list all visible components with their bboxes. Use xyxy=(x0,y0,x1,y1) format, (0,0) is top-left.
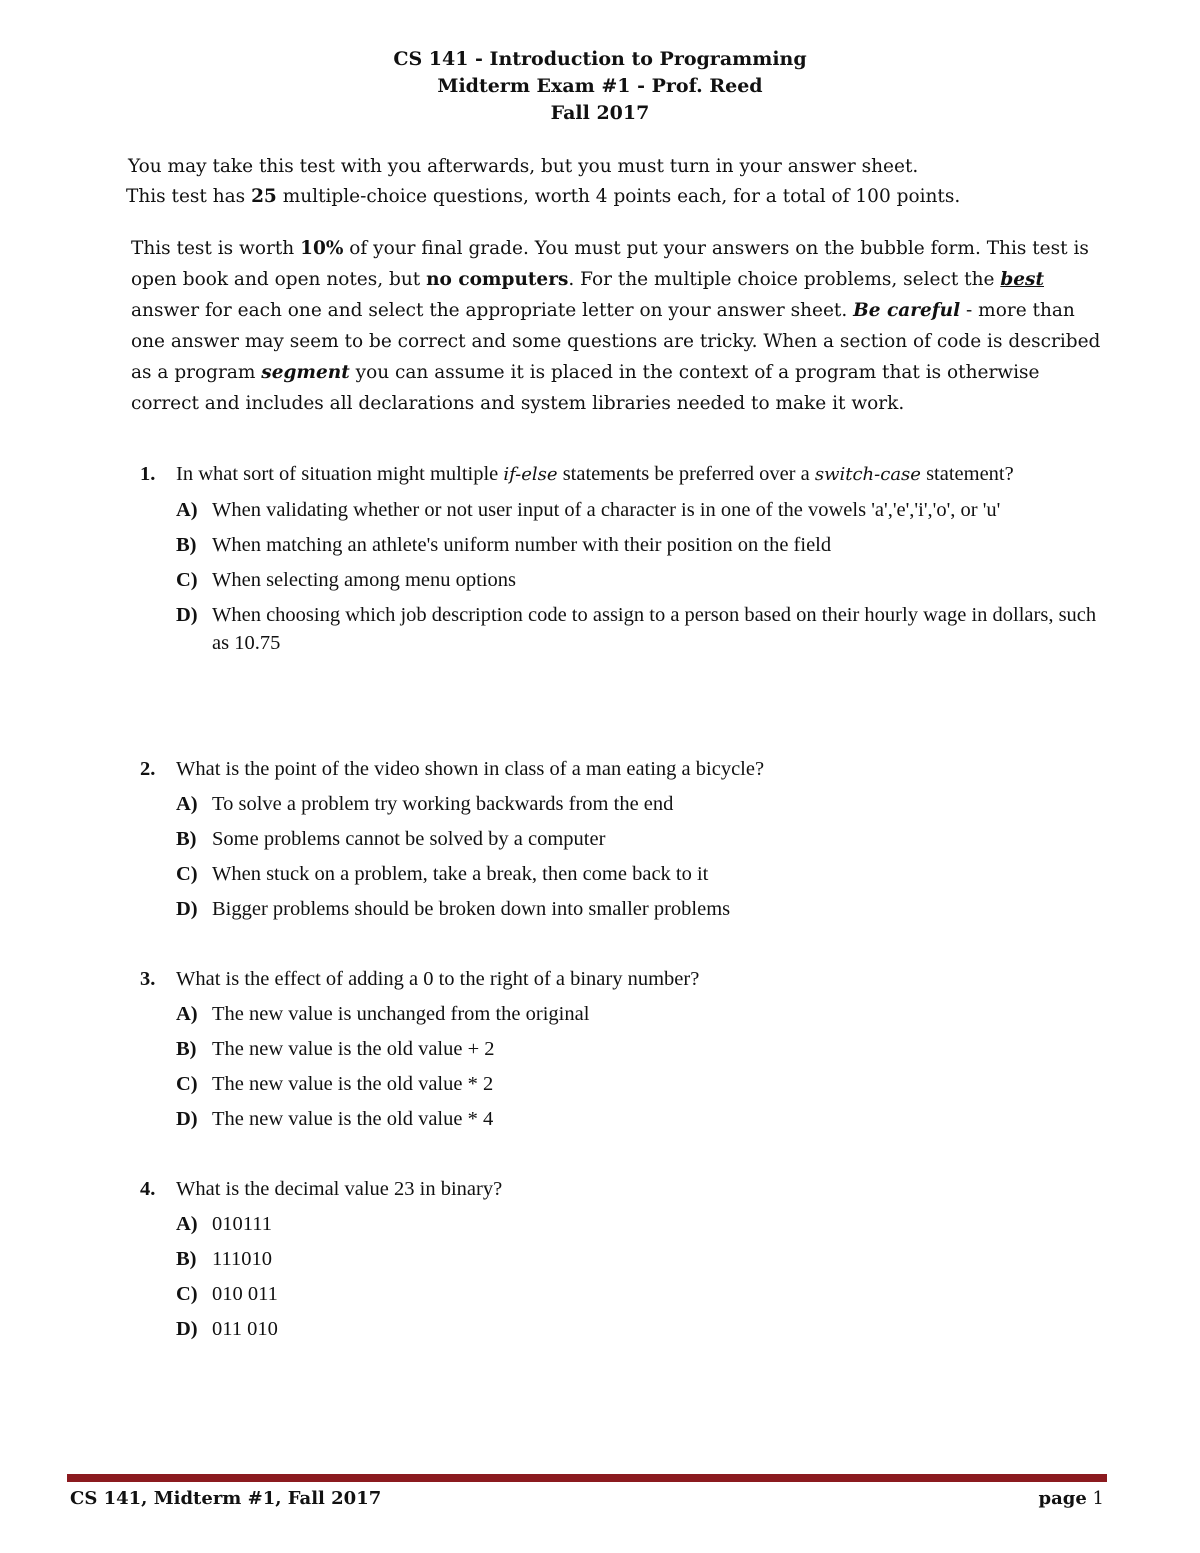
option-text: 010111 xyxy=(212,1213,272,1235)
stem-text: What is the decimal value 23 in binary? xyxy=(176,1178,503,1200)
option-letter: B) xyxy=(176,1038,197,1060)
option-letter: D) xyxy=(176,1318,198,1340)
instr-text-6: you can assume it is placed in the context of a program that is otherwise correct and includes all declarations and system libraries needed to make it work. xyxy=(131,362,1040,414)
answer-option xyxy=(176,1315,1100,1343)
option-letter: B) xyxy=(176,534,197,556)
stem-text: statement? xyxy=(920,463,1014,485)
stem-text: What is the point of the video shown in class of a man eating a bicycle? xyxy=(176,758,765,780)
answer-option xyxy=(176,825,1100,853)
option-text: The new value is the old value + 2 xyxy=(212,1038,495,1060)
answer-option xyxy=(176,566,1100,594)
question-stem xyxy=(140,459,1100,490)
question-stem xyxy=(140,754,1100,784)
option-letter: D) xyxy=(176,604,198,626)
question-number: 2. xyxy=(140,758,156,780)
answer-option xyxy=(176,1245,1100,1273)
no-computers: no computers xyxy=(426,269,569,290)
instructions-paragraph xyxy=(131,233,1101,419)
question-number: 3. xyxy=(140,968,156,990)
question-2 xyxy=(140,754,1100,930)
answer-option xyxy=(176,1000,1100,1028)
be-careful-emphasis: Be careful xyxy=(853,300,961,321)
option-text: 011 010 xyxy=(212,1318,278,1340)
question-3 xyxy=(140,964,1100,1140)
answer-options xyxy=(176,496,1100,657)
answer-option xyxy=(176,1280,1100,1308)
option-letter: A) xyxy=(176,793,198,815)
option-letter: D) xyxy=(176,1108,198,1130)
intro-text xyxy=(128,152,1088,212)
option-text: When selecting among menu options xyxy=(212,569,517,591)
answer-options xyxy=(176,1210,1100,1343)
answer-option xyxy=(176,496,1100,524)
option-text: When choosing which job description code to assign to a person based on their hourly wage in dollars, such as 10.75 xyxy=(212,604,1097,654)
option-text: When stuck on a problem, take a break, then come back to it xyxy=(212,863,709,885)
answer-option xyxy=(176,860,1100,888)
option-letter: C) xyxy=(176,1073,198,1095)
answer-option xyxy=(176,1035,1100,1063)
option-text: Some problems cannot be solved by a computer xyxy=(212,828,606,850)
option-text: When matching an athlete's uniform number with their position on the field xyxy=(212,534,832,556)
page-label: page xyxy=(1038,1488,1087,1509)
answer-option xyxy=(176,531,1100,559)
exam-term: Fall 2017 xyxy=(550,102,650,124)
option-letter: A) xyxy=(176,1213,198,1235)
instr-text-5: - more than one answer may seem to be correct and some questions are tricky. When a section of code is described as a program xyxy=(131,300,1101,383)
option-letter: B) xyxy=(176,828,197,850)
intro-line-1: You may take this test with you afterwards, but you must turn in your answer sheet. xyxy=(128,156,919,177)
footer-divider xyxy=(67,1474,1107,1482)
exam-header xyxy=(0,46,1200,127)
question-number: 1. xyxy=(140,463,156,485)
option-letter: C) xyxy=(176,569,198,591)
option-text: 010 011 xyxy=(212,1283,278,1305)
question-number: 4. xyxy=(140,1178,156,1200)
answer-option xyxy=(176,1210,1100,1238)
answer-option xyxy=(176,1070,1100,1098)
question-stem xyxy=(140,964,1100,994)
stem-text: statements be preferred over a xyxy=(557,463,815,485)
question-4 xyxy=(140,1174,1100,1350)
option-letter: A) xyxy=(176,1003,198,1025)
answer-option xyxy=(176,790,1100,818)
option-letter: A) xyxy=(176,499,198,521)
option-text: To solve a problem try working backwards from the end xyxy=(212,793,674,815)
stem-text: In what sort of situation might multiple xyxy=(176,463,504,485)
option-letter: D) xyxy=(176,898,198,920)
instr-text-1: This test is worth xyxy=(131,238,301,259)
intro-line-2-post: multiple-choice questions, worth 4 points each, for a total of 100 points. xyxy=(276,186,961,207)
option-text: The new value is the old value * 2 xyxy=(212,1073,494,1095)
answer-options xyxy=(176,1000,1100,1133)
course-title: CS 141 - Introduction to Programming xyxy=(393,48,807,70)
exam-title: Midterm Exam #1 - Prof. Reed xyxy=(437,75,763,97)
page-number xyxy=(1039,1488,1104,1509)
option-text: 111010 xyxy=(212,1248,272,1270)
page-number-value: 1 xyxy=(1092,1488,1104,1509)
option-text: Bigger problems should be broken down into smaller problems xyxy=(212,898,731,920)
instr-text-4: answer for each one and select the appropriate letter on your answer sheet. xyxy=(131,300,854,321)
answer-options xyxy=(176,790,1100,923)
option-text: The new value is unchanged from the original xyxy=(212,1003,590,1025)
option-letter: C) xyxy=(176,1283,198,1305)
option-text: The new value is the old value * 4 xyxy=(212,1108,494,1130)
intro-line-2 xyxy=(126,182,1088,212)
code-if-else: if-else xyxy=(503,464,558,485)
answer-option xyxy=(176,1105,1100,1133)
intro-line-2-pre: This test has xyxy=(126,186,252,207)
grade-weight: 10% xyxy=(300,238,344,259)
segment-emphasis: segment xyxy=(261,362,350,383)
footer-course: CS 141, Midterm #1, Fall 2017 xyxy=(70,1488,382,1509)
answer-option xyxy=(176,601,1100,657)
question-1 xyxy=(140,459,1100,664)
answer-option xyxy=(176,895,1100,923)
instr-text-3: . For the multiple choice problems, select the xyxy=(568,269,1001,290)
option-letter: C) xyxy=(176,863,198,885)
stem-text: What is the effect of adding a 0 to the right of a binary number? xyxy=(176,968,700,990)
code-switch-case: switch-case xyxy=(814,464,921,485)
option-text: When validating whether or not user input of a character is in one of the vowels 'a','e','i','o', or 'u' xyxy=(212,499,1001,521)
best-emphasis: best xyxy=(1000,269,1044,290)
question-stem xyxy=(140,1174,1100,1204)
option-letter: B) xyxy=(176,1248,197,1270)
question-count: 25 xyxy=(251,186,277,207)
instr-text-2: of your final grade. You must put your answers on the bubble form. This test is open book and open notes, but xyxy=(131,238,1089,290)
